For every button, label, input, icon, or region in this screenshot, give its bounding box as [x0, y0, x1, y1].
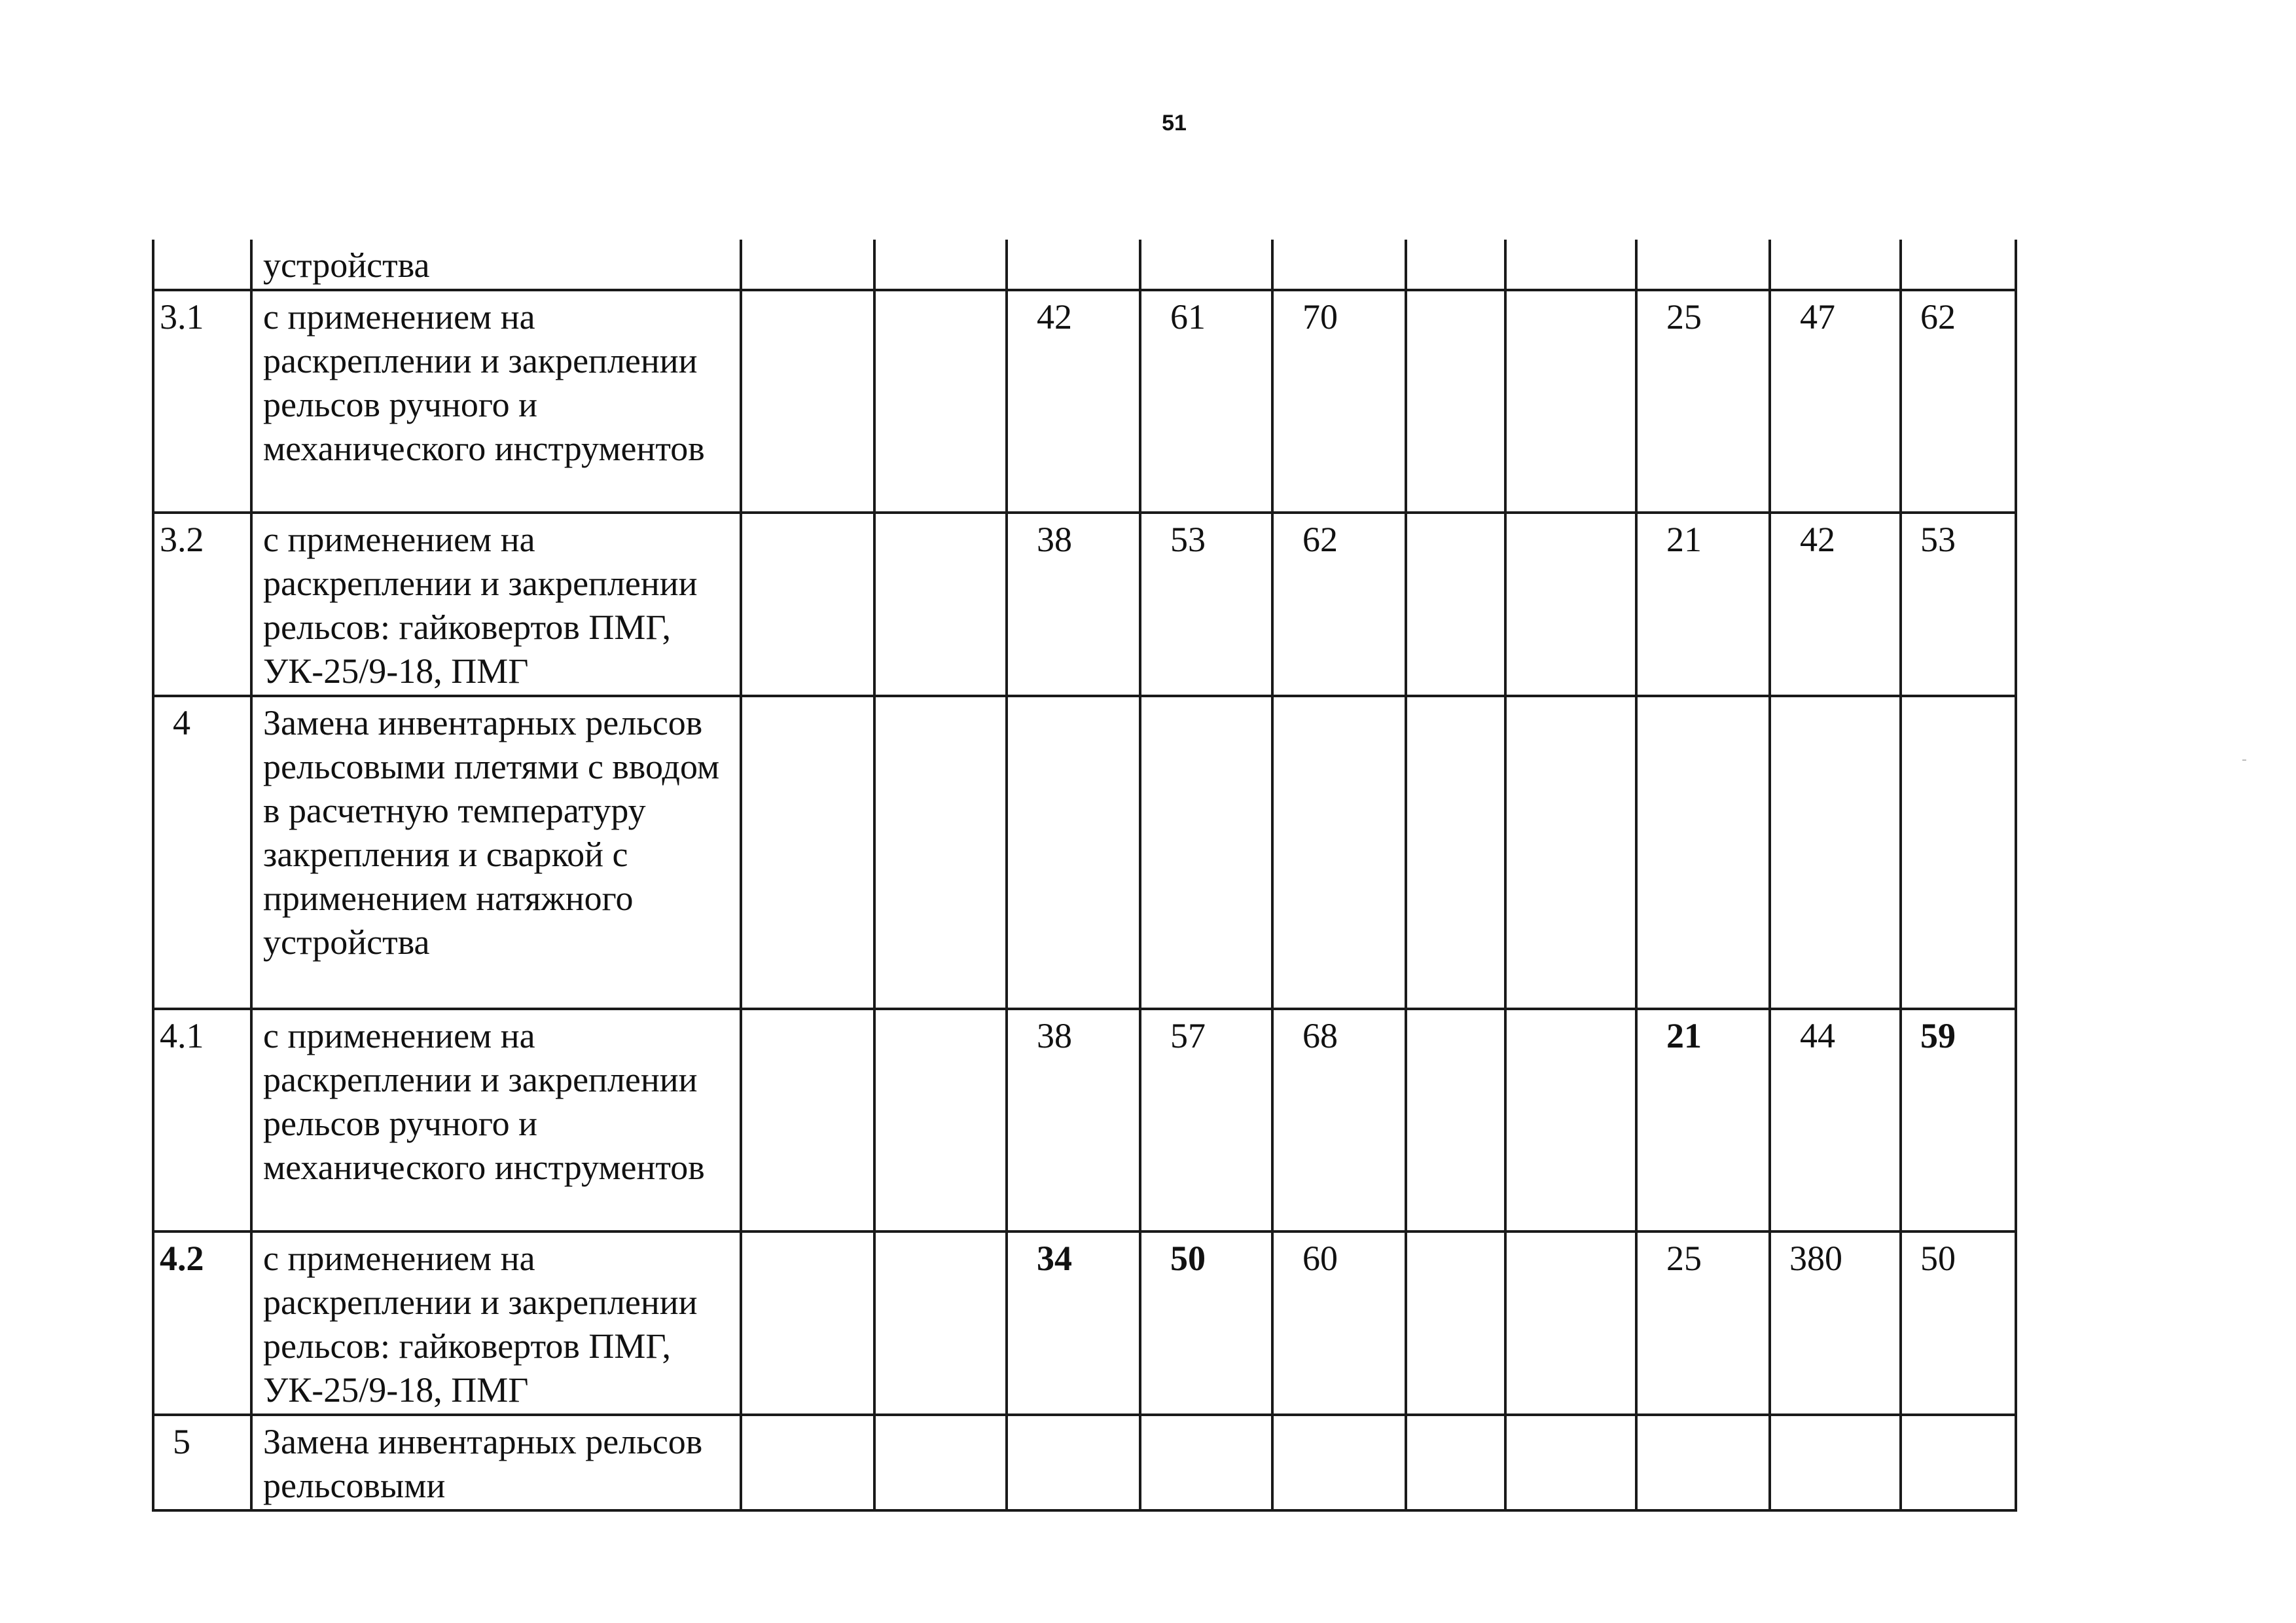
- value-cell: [874, 1009, 1007, 1231]
- value-cell: [1770, 240, 1901, 290]
- value-cell: [1007, 696, 1140, 1009]
- value-cell: [1505, 1009, 1636, 1231]
- value-cell: [741, 513, 874, 696]
- row-description: Замена инвентарных рельсов рельсовыми: [251, 1415, 741, 1510]
- value-cell: [1636, 240, 1770, 290]
- row-number: 5: [153, 1415, 251, 1510]
- value-cell: [1140, 1415, 1272, 1510]
- row-description: с применением на раскреплении и закреплении рельсов: гайковертов ПМГ, УК-25/9-18, ПМГ: [251, 1231, 741, 1415]
- value-cell: 25: [1636, 290, 1770, 513]
- value-cell: [1901, 696, 2016, 1009]
- value-cell: [1505, 240, 1636, 290]
- value-cell: [874, 1415, 1007, 1510]
- row-description: устройства: [251, 240, 741, 290]
- row-description: Замена инвентарных рельсов рельсовыми плетями с вводом в расчетную температуру закрепления и сваркой с применением натяжного устройства: [251, 696, 741, 1009]
- value-cell: [741, 1231, 874, 1415]
- value-cell: [741, 290, 874, 513]
- row-description: с применением на раскреплении и закреплении рельсов ручного и механического инструментов: [251, 1009, 741, 1231]
- scan-mark: [2242, 759, 2246, 761]
- value-cell: 380: [1770, 1231, 1901, 1415]
- value-cell: [1636, 1415, 1770, 1510]
- value-cell: [1272, 1415, 1406, 1510]
- row-number: 4.1: [153, 1009, 251, 1231]
- value-cell: 62: [1901, 290, 2016, 513]
- row-description: с применением на раскреплении и закреплении рельсов: гайковертов ПМГ, УК-25/9-18, ПМГ: [251, 513, 741, 696]
- value-cell: [1770, 1415, 1901, 1510]
- value-cell: [1505, 290, 1636, 513]
- value-cell: 44: [1770, 1009, 1901, 1231]
- row-description: с применением на раскреплении и закреплении рельсов ручного и механического инструментов: [251, 290, 741, 513]
- value-cell: [1140, 240, 1272, 290]
- value-cell: [874, 1231, 1007, 1415]
- value-cell: 42: [1770, 513, 1901, 696]
- page-number: 51: [1162, 111, 1187, 136]
- value-cell: 68: [1272, 1009, 1406, 1231]
- value-cell: 21: [1636, 1009, 1770, 1231]
- value-cell: 59: [1901, 1009, 2016, 1231]
- value-cell: 21: [1636, 513, 1770, 696]
- row-number: 4: [153, 696, 251, 1009]
- value-cell: [1007, 240, 1140, 290]
- value-cell: 34: [1007, 1231, 1140, 1415]
- value-cell: [874, 513, 1007, 696]
- table-row: [153, 696, 2016, 1009]
- value-cell: [1272, 240, 1406, 290]
- row-number: 3.2: [153, 513, 251, 696]
- value-cell: [1636, 696, 1770, 1009]
- value-cell: 60: [1272, 1231, 1406, 1415]
- value-cell: [1406, 290, 1505, 513]
- value-cell: [1505, 513, 1636, 696]
- value-cell: [1505, 1415, 1636, 1510]
- value-cell: [874, 240, 1007, 290]
- value-cell: 25: [1636, 1231, 1770, 1415]
- value-cell: 61: [1140, 290, 1272, 513]
- table-row: [153, 513, 2016, 696]
- table-row: [153, 1415, 2016, 1510]
- value-cell: [741, 240, 874, 290]
- row-number: 4.2: [153, 1231, 251, 1415]
- table-row: [153, 290, 2016, 513]
- value-cell: [1406, 513, 1505, 696]
- value-cell: 42: [1007, 290, 1140, 513]
- value-cell: 53: [1901, 513, 2016, 696]
- value-cell: [1140, 696, 1272, 1009]
- value-cell: [1770, 696, 1901, 1009]
- value-cell: 38: [1007, 1009, 1140, 1231]
- value-cell: [874, 290, 1007, 513]
- value-cell: [1406, 240, 1505, 290]
- value-cell: 50: [1901, 1231, 2016, 1415]
- value-cell: 47: [1770, 290, 1901, 513]
- value-cell: [1406, 1009, 1505, 1231]
- value-cell: [1901, 1415, 2016, 1510]
- row-number: 3.1: [153, 290, 251, 513]
- value-cell: 62: [1272, 513, 1406, 696]
- value-cell: [1505, 1231, 1636, 1415]
- table-row: [153, 240, 2016, 290]
- value-cell: [741, 1009, 874, 1231]
- value-cell: [874, 696, 1007, 1009]
- row-number: [153, 240, 251, 290]
- value-cell: 57: [1140, 1009, 1272, 1231]
- value-cell: [741, 1415, 874, 1510]
- table-row: [153, 1009, 2016, 1231]
- value-cell: [1406, 696, 1505, 1009]
- value-cell: 38: [1007, 513, 1140, 696]
- value-cell: [1901, 240, 2016, 290]
- value-cell: [1272, 696, 1406, 1009]
- value-cell: 53: [1140, 513, 1272, 696]
- value-cell: 70: [1272, 290, 1406, 513]
- value-cell: 50: [1140, 1231, 1272, 1415]
- table-row: [153, 1231, 2016, 1415]
- norms-table: [152, 240, 2017, 1512]
- value-cell: [1505, 696, 1636, 1009]
- value-cell: [1406, 1415, 1505, 1510]
- value-cell: [1007, 1415, 1140, 1510]
- value-cell: [741, 696, 874, 1009]
- value-cell: [1406, 1231, 1505, 1415]
